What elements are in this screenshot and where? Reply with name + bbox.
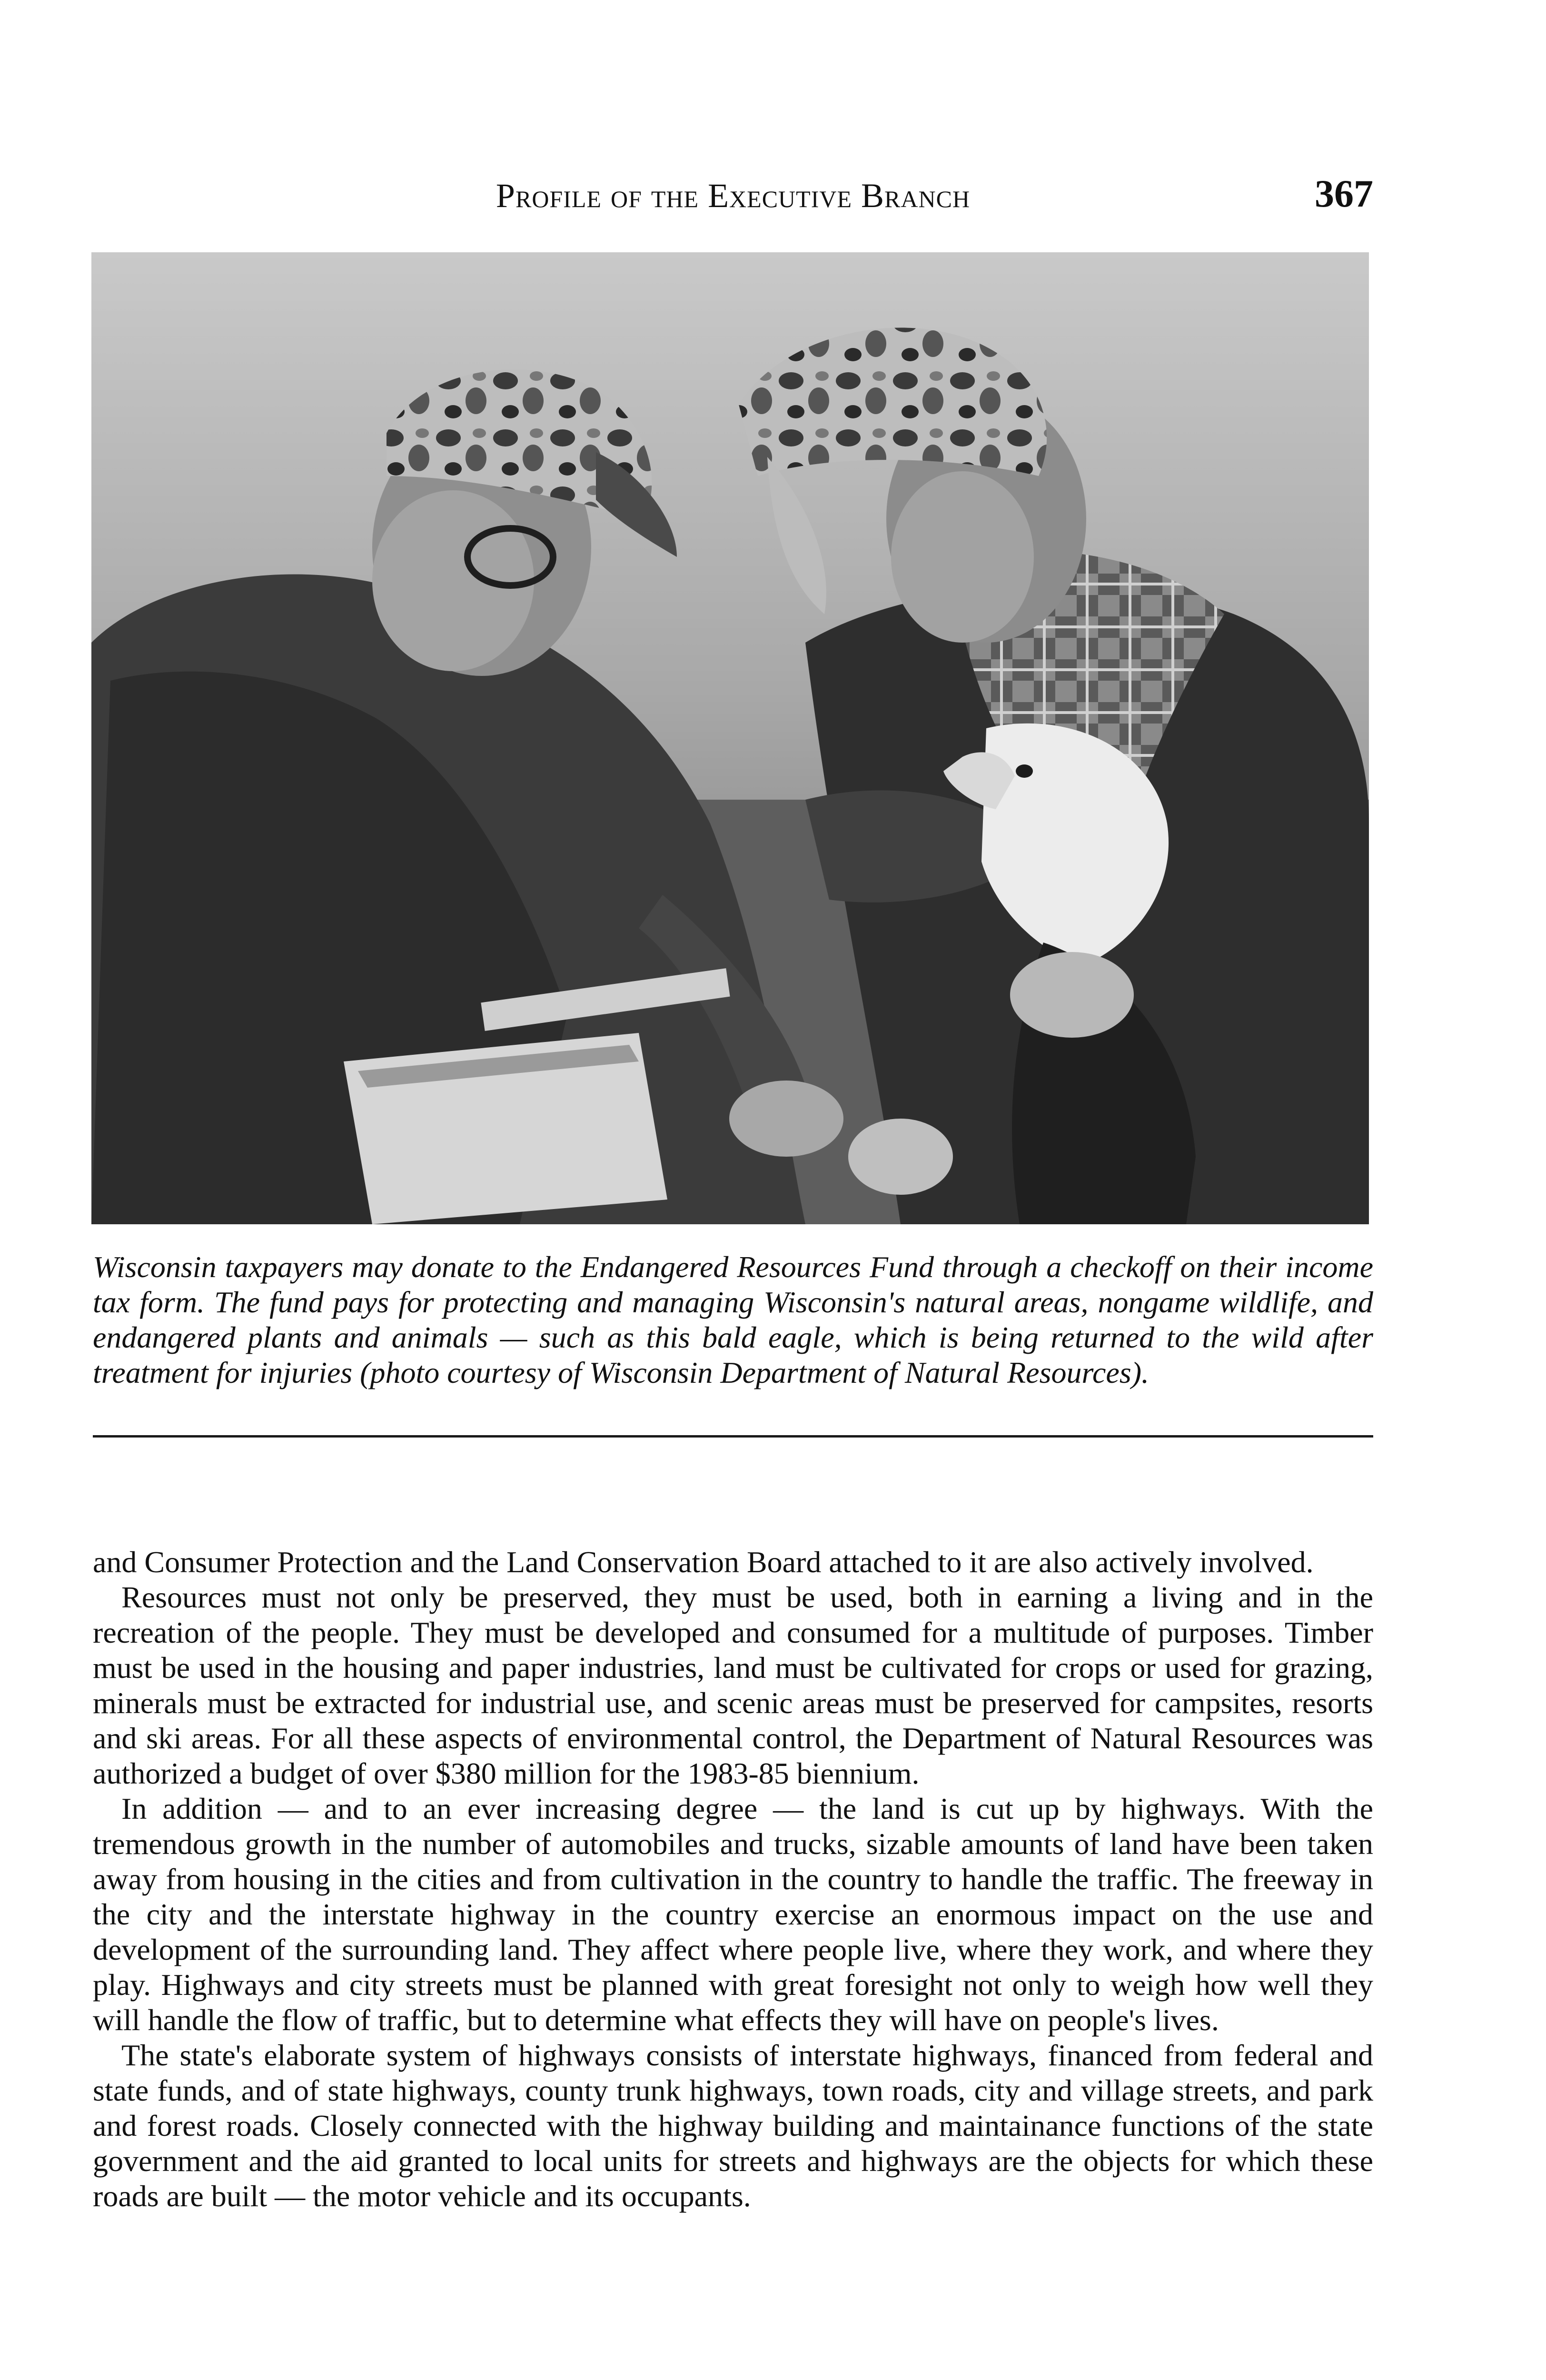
photo-eagle-release: [91, 252, 1369, 1224]
photo-eagle-icon: [91, 252, 1369, 1224]
running-head: [93, 168, 1373, 220]
section-divider: [93, 1435, 1373, 1438]
running-head-title: Profile of the Executive Branch: [496, 177, 971, 215]
photo-caption: Wisconsin taxpayers may donate to the Endangered Resources Fund through a checkoff on their income tax form. The fund pays for protecting and managing Wisconsin's natural areas, nongame wildlife, and endangered plants and animals — such as this bald eagle, which is being returned to the wild after treatment for injuries (photo courtesy of Wisconsin Department of Natural Resources).: [93, 1250, 1373, 1389]
paragraph-4: The state's elaborate system of highways consists of interstate highways, financed from federal and state funds, and of state highways, county trunk highways, town roads, city and village streets, and park and forest roads. Closely connected with the highway building and maintainance functions of the state government and the aid granted to local units for streets and highways are the objects for which these roads are built — the motor vehicle and its occupants.: [93, 2038, 1373, 2213]
paragraph-1: and Consumer Protection and the Land Conservation Board attached to it are also actively involved.: [93, 1545, 1314, 1579]
page-number: 367: [1315, 172, 1373, 215]
paragraph-3: In addition — and to an ever increasing degree — the land is cut up by highways. With the tremendous growth in the number of automobiles and trucks, sizable amounts of land have been taken away from housing in the cities and from cultivation in the country to handle the traffic. The freeway in the city and the interstate highway in the country exercise an enormous impact on the use and development of the surrounding land. They affect where people live, where they work, and where they play. Highways and city streets must be planned with great foresight not only to weigh how well they will handle the flow of traffic, but to determine what effects they will have on people's lives.: [93, 1792, 1373, 2037]
body-text: [93, 1545, 1373, 2214]
paragraph-2: Resources must not only be preserved, they must be used, both in earning a living and in the recreation of the people. They must be developed and consumed for a multitude of purposes. Timber must be used in the housing and paper industries, land must be cultivated for crops or used for grazing, minerals must be extracted for industrial use, and scenic areas must be preserved for campsites, resorts and ski areas. For all these aspects of environmental control, the Department of Natural Resources was authorized a budget of over $380 million for the 1983-85 biennium.: [93, 1580, 1373, 1790]
